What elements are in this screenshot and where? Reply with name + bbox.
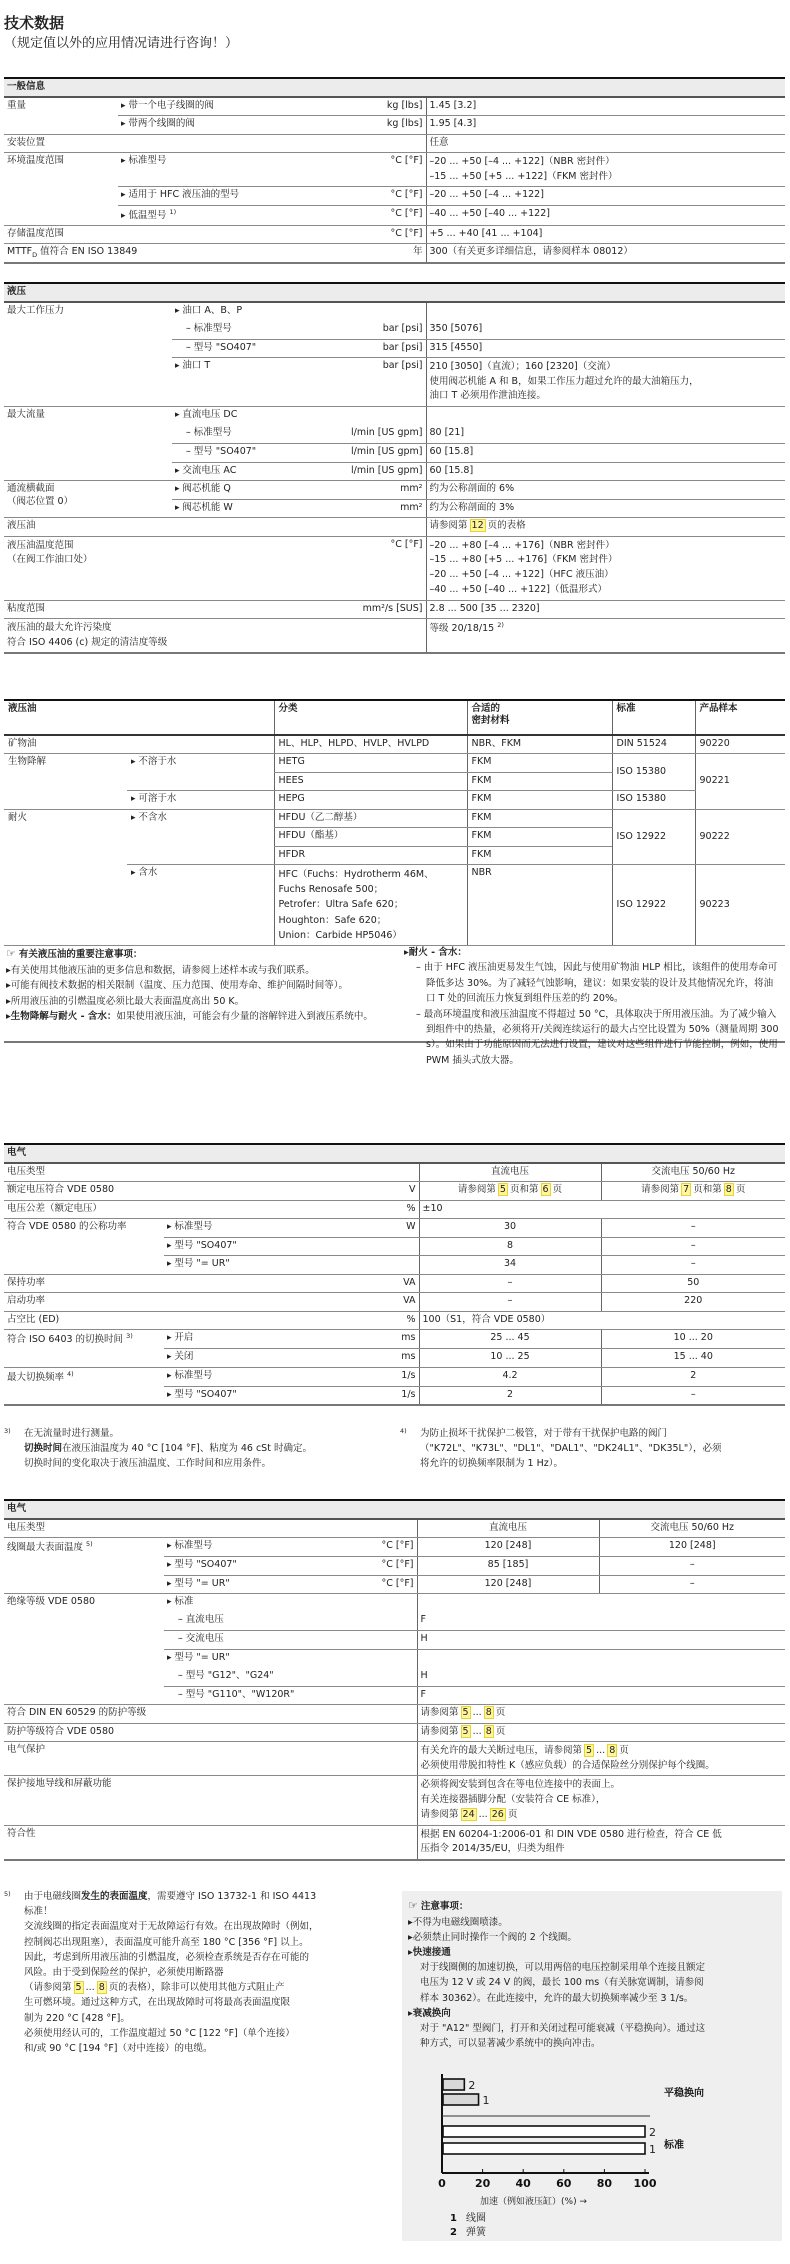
notice-box bbox=[402, 1891, 782, 2241]
note-item: ▸ 所用液压油的引燃温度必须比最大表面温度高出 50 K。 bbox=[6, 994, 378, 1009]
note-subtitle: ▸ 耐火 - 含水： bbox=[404, 945, 782, 960]
bar bbox=[443, 2094, 479, 2105]
column-header: 产品样本 bbox=[695, 700, 785, 735]
page-link[interactable]: 26 bbox=[491, 1808, 504, 1820]
bar-label: 2 bbox=[649, 2126, 656, 2139]
value: 2.8 ... 500 [35 ... 2320] bbox=[426, 600, 785, 619]
page-subtitle: （规定值以外的应用情况请进行咨询！） bbox=[4, 36, 239, 51]
bar-label: 2 bbox=[468, 2079, 476, 2092]
bar-label: 1 bbox=[649, 2143, 656, 2156]
page-link[interactable]: 12 bbox=[471, 520, 484, 532]
value: –20 ... +50 [–4 ... +122] bbox=[426, 187, 785, 206]
unit: bar [psi] bbox=[270, 358, 426, 407]
table-row: 生物降解 ▸ 不溶于水 HETG FKM ISO 15380 90221 bbox=[4, 754, 785, 773]
unit: kg [lbs] bbox=[280, 116, 426, 135]
bar-label: 1 bbox=[482, 2094, 490, 2107]
column-header: 分类 bbox=[274, 700, 467, 735]
table-row bbox=[4, 225, 785, 244]
table-row bbox=[4, 153, 785, 187]
unit: l/min [US gpm] bbox=[270, 444, 426, 463]
value: 任意 bbox=[426, 134, 785, 153]
note-item: – 最高环境温度和液压油温度不得超过 50 °C，具体取决于所用液压油。为了减少输入到组件中的热量，必须将开/关阀连续运行的最大占空比设置为 50%（测量周期 300 s）。如果由于功能原因而无法进行设置，建议对这些组件进行节能控制，例如，使用 PWM 插头式放大器。 bbox=[416, 1008, 779, 1066]
unit: mm²/s [SUS] bbox=[270, 600, 426, 619]
row-sublabel: ▸ 油口 A、B、P bbox=[172, 302, 426, 321]
notice-text: 对于 "A12" 型阀门，打开和关闭过程可能衰减（平稳换向）。通过这 种方式，可以显著减少系统中的换向冲击。 bbox=[420, 2022, 706, 2050]
section-header: 电气 bbox=[4, 1144, 785, 1163]
column-header: 合适的 密封材料 bbox=[467, 700, 612, 735]
value: 1.45 [3.2] bbox=[426, 97, 785, 116]
table-row bbox=[4, 97, 785, 116]
table-row: ▸ 可溶于水 HEPG FKM ISO 15380 bbox=[4, 791, 785, 810]
section-header: 液压 bbox=[4, 283, 785, 302]
footnote-3: 3) 在无流量时进行测量。 切换时间在液压油温度为 40 °C [104 °F]、粘度为 46 cSt 时确定。 切换时间的变化取决于液压油温度、工作时间和应用条件。 bbox=[4, 1427, 312, 1470]
unit: °C [°F] bbox=[280, 205, 426, 225]
x-tick-label: 0 bbox=[438, 2177, 446, 2190]
note-item: ▸ 生物降解与耐火 - 含水：如果使用液压油，可能会有少量的溶解锌进入到液压系统中。 bbox=[6, 1009, 378, 1024]
row-label: 最大流量 bbox=[7, 409, 46, 421]
column-header: 标准 bbox=[612, 700, 695, 735]
row-sublabel: ▸ 阀芯机能 Q bbox=[172, 481, 270, 500]
value: –40 ... +50 [–40 ... +122] bbox=[426, 205, 785, 225]
x-tick-label: 80 bbox=[596, 2177, 613, 2190]
group-label: 标准 bbox=[664, 2140, 684, 2151]
value: 315 [4550] bbox=[426, 339, 785, 358]
row-sublabel: ▸ 直流电压 DC bbox=[172, 407, 426, 426]
row-sublabel: – 型号 "SO407" bbox=[172, 444, 270, 463]
electric-table-1: 电气 电压类型 直流电压 交流电压 50/60 Hz 额定电压符合 VDE 0580 V 请参阅第 5 页和第 6 页 请参阅第 7 页和第 8 页 电压公差（额定电压） % ±10 符合 VDE 0580 的公称功率 ▸ 标准型号 W 30 – ▸ 型号 "SO407" 8 – ▸ 型号 "= UR" 34 – 保持功率 VA – 50 启动功率 VA – 220 占空比 (ED) % 100（S1，符合 VDE 0580） 符合 ISO 6403 的切换时间 $^{3)}$ ▸ 开启 ms 25 ... 45 10 ... 20 ▸ 关闭 ms 10 ... 25 15 ... 40 最大切换频率 $^{4)}$ ▸ 标准型号 1/s 4.2 2 ▸ 型号 "SO407" 1/s 2 – bbox=[4, 1143, 785, 1406]
row-sublabel: ▸ 油口 T bbox=[172, 358, 270, 407]
page-link[interactable]: 5 bbox=[499, 1184, 506, 1195]
page-link[interactable]: 8 bbox=[609, 1745, 616, 1756]
unit: 年 bbox=[280, 244, 426, 263]
row-sublabel: – 标准型号 bbox=[172, 321, 270, 340]
legend-key: 2 bbox=[450, 2227, 457, 2236]
pointing-hand-icon: ☞ bbox=[6, 947, 16, 960]
page-title: 技术数据 bbox=[4, 14, 65, 32]
unit: kg [lbs] bbox=[280, 97, 426, 116]
unit: °C [°F] bbox=[280, 225, 426, 244]
x-tick-label: 40 bbox=[515, 2177, 531, 2190]
legend-key: 1 bbox=[450, 2213, 457, 2224]
table-row bbox=[4, 205, 785, 225]
value: 210 [3050]（直流）；160 [2320]（交流） 使用阀芯机能 A 和 B，如果工作压力超过允许的最大油箱压力， 油口 T 必须用作泄油连接。 bbox=[426, 358, 785, 407]
row-sublabel: ▸ 阀芯机能 W bbox=[172, 499, 270, 518]
row-label: 存储温度范围 bbox=[4, 225, 280, 244]
value: –20 ... +50 [–4 ... +122]（NBR 密封件） –15 ... +50 [+5 ... +122]（FKM 密封件） bbox=[426, 153, 785, 187]
group-label: 平稳换向 bbox=[664, 2088, 704, 2099]
electric-table-2: 电气 电压类型 直流电压 交流电压 50/60 Hz 线圈最大表面温度 $^{5)}$ ▸ 标准型号 °C [°F] 120 [248] 120 [248] ▸ 型号 "SO407" °C [°F] 85 [185] – ▸ 型号 "= UR" °C [°F] 120 [248] – 绝缘等级 VDE 0580 ▸ 标准 – 直流电压 F – 交流电压 H ▸ 型号 "= UR" – 型号 "G12"、"G24" H – 型号 "G110"、"W120R" F 符合 DIN EN 60529 的防护等级 请参阅第 5 ... 8 页 防护等级符合 VDE 0580 请参阅第 5 ... 8 页 电气保护 有关允许的最大关断过电压，请参阅第 5 ... 8 页 必须使用带脱扣特性 K（感应负载）的合适保险丝分别保护每个线圈。 保护接地导线和屏蔽功能 必须将阀安装到包含在等电位连接中的表面上。 有关连接器插脚分配（安装符合 CE 标准）， 请参阅第 24 ... 26 页 符合性 根据 EN 60204-1:2006-01 和 DIN VDE 0580 进行检查，符合 CE 低 压指令 2014/35/EU，归类为组件 bbox=[4, 1499, 785, 1861]
acceleration-chart bbox=[402, 2066, 782, 2236]
legend-text: 线圈 bbox=[466, 2213, 486, 2224]
value: 请参阅第 12 页的表格 bbox=[426, 518, 785, 537]
row-sublabel: ▸ 低温型号 $^{1)}$ bbox=[118, 205, 280, 225]
value: 约为公称剖面的 6% bbox=[426, 481, 785, 500]
row-sublabel: ▸ 标准型号 bbox=[118, 153, 280, 187]
row-sublabel: ▸ 带两个线圈的阀 bbox=[118, 116, 280, 135]
general-table bbox=[4, 77, 785, 264]
page-link[interactable]: 8 bbox=[485, 1707, 492, 1718]
section-header: 电气 bbox=[4, 1500, 785, 1519]
note-item: – 由于 HFC 液压油更易发生气蚀，因此与使用矿物油 HLP 相比，该组件的使用寿命可降低多达 30%。为了减轻气蚀影响，建议：如果安装的设计及其他情况允许，将油口 T 处的回流压力恢复到组件压差的约 20%。 bbox=[416, 962, 778, 1005]
notice-item-title: ▸ 衰减换向 bbox=[408, 2006, 776, 2021]
table-row: HEES FKM bbox=[4, 772, 785, 791]
row-sublabel: – 型号 "SO407" bbox=[172, 339, 270, 358]
value: 约为公称剖面的 3% bbox=[426, 499, 785, 518]
section-header: 一般信息 bbox=[4, 78, 785, 97]
row-sublabel: ▸ 适用于 HFC 液压油的型号 bbox=[118, 187, 280, 206]
footnote-5: 5) 由于电磁线圈发生的表面温度，需要遵守 ISO 13732-1 和 ISO 4413 标准！ 交流线圈的指定表面温度对于无故障运行有效。在出现故障时（例如， 控制阀芯出现阻塞），表面温度可能升高至 180 °C [356 °F] 以上。 因此，考虑到所用液压油的引燃温度，必须检查系统是否存在可能的 风险。由于受到保险丝的保护，必须使用断路器 （请参阅第 5 ... 8 页的表格），除非可以使用其他方式阻止产 生可燃环境。通过这种方式，在出现故障时可将最高表面温度限 制为 220 °C [428 °F]。 必须使用经认可的，工作温度超过 50 °C [122 °F]（单个连接） 和/或 90 °C [194 °F]（对中连接）的电缆。 bbox=[4, 1890, 319, 2054]
value: 300（有关更多详细信息，请参阅样本 08012） bbox=[426, 244, 785, 263]
table-row: 耐火 ▸ 不含水 HFDU（乙二醇基） FKM ISO 12922 90222 bbox=[4, 809, 785, 828]
row-label: 液压油 bbox=[4, 518, 270, 537]
unit: °C [°F] bbox=[280, 153, 426, 187]
value: 等级 20/18/15 $^{2)}$ bbox=[426, 619, 785, 654]
x-tick-label: 100 bbox=[633, 2177, 657, 2190]
row-label: 重量 bbox=[7, 100, 27, 111]
pointing-hand-icon: ☞ bbox=[408, 1899, 418, 1912]
page-link[interactable]: 8 bbox=[98, 1982, 105, 1994]
chart-svg bbox=[402, 2066, 782, 2236]
row-sublabel: ▸ 带一个电子线圈的阀 bbox=[118, 97, 280, 116]
row-label: 粘度范围 bbox=[4, 600, 270, 619]
bar bbox=[443, 2126, 645, 2137]
note-item: ▸ 有关使用其他液压油的更多信息和数据，请参阅上述样本或与我们联系。 bbox=[6, 963, 378, 978]
notice-item-title: ▸ 快速接通 bbox=[408, 1945, 776, 1960]
notice-item: ▸ 必须禁止同时操作一个阀的 2 个线圈。 bbox=[408, 1930, 776, 1945]
page-link[interactable]: 8 bbox=[485, 1725, 492, 1737]
row-label: 最大工作压力 bbox=[7, 305, 65, 316]
table-row: HFDU（酯基） FKM bbox=[4, 828, 785, 847]
bar bbox=[443, 2143, 645, 2154]
table-row: ▸ 含水 HFC（Fuchs：Hydrotherm 46M、 Fuchs Renosafe 500； Petrofer：Ultra Safe 620； Houghton：Safe 620； Union：Carbide HP5046） NBR ISO 12922 90223 bbox=[4, 865, 785, 946]
page-link[interactable]: 5 bbox=[75, 1982, 82, 1994]
value: 80 [21] bbox=[426, 425, 785, 444]
page-link[interactable]: 24 bbox=[462, 1808, 475, 1820]
notice-title: ☞ 注意事项： bbox=[408, 1897, 776, 1915]
hydraulic-table bbox=[4, 282, 785, 654]
row-label: 通流横截面 （阀芯位置 0） bbox=[4, 481, 172, 518]
unit: °C [°F] bbox=[270, 536, 426, 600]
value: +5 ... +40 [41 ... +104] bbox=[426, 225, 785, 244]
notes-title: ☞ 有关液压油的重要注意事项： bbox=[6, 945, 378, 963]
value: –20 ... +80 [–4 ... +176]（NBR 密封件） –15 ... +80 [+5 ... +176]（FKM 密封件） –20 ... +50 [–4 ... +122]（HFC 液压油） –40 ... +50 [–40 ... +122]（低温形式） bbox=[426, 536, 785, 600]
unit: bar [psi] bbox=[270, 321, 426, 340]
page-link[interactable]: 5 bbox=[586, 1745, 593, 1756]
unit: l/min [US gpm] bbox=[270, 425, 426, 444]
value: 1.95 [4.3] bbox=[426, 116, 785, 135]
page-link[interactable]: 6 bbox=[542, 1184, 549, 1195]
footnote-4: 4) 为防止损坏干扰保护二极管，对于带有干扰保护电路的阀门 （"K72L"、"K73L"、"DL1"、"DAL1"、"DK24L1"、"DK35L"），必须 将允许的切换频率限制为 1 Hz）。 bbox=[400, 1427, 722, 1470]
row-label: 液压油的最大允许污染度 符合 ISO 4406 (c) 规定的清洁度等级 bbox=[4, 619, 270, 654]
value: 60 [15.8] bbox=[426, 462, 785, 481]
legend-text: 弹簧 bbox=[466, 2227, 486, 2236]
unit: mm² bbox=[270, 499, 426, 518]
page-link[interactable]: 5 bbox=[462, 1707, 469, 1718]
table-row bbox=[4, 187, 785, 206]
unit: °C [°F] bbox=[280, 187, 426, 206]
row-label: 安装位置 bbox=[4, 134, 280, 153]
value: 350 [5076] bbox=[426, 321, 785, 340]
x-tick-label: 60 bbox=[556, 2177, 572, 2190]
unit: l/min [US gpm] bbox=[270, 462, 426, 481]
table-row: HFDR FKM bbox=[4, 846, 785, 865]
x-axis-label: 加速（例如液压缸）(%) → bbox=[480, 2197, 587, 2207]
notice-text: 对于线圈侧的加速切换，可以用两倍的电压控制采用单个连接且额定 电压为 12 V 或 24 V 的阀，最长 100 ms（有关脉宽调制，请参阅 样本 30362）。在此连接中，允许的最大切换频率减少至 3 1/s。 bbox=[420, 1962, 706, 2004]
row-sublabel: ▸ 交流电压 AC bbox=[172, 462, 270, 481]
fluid-notes bbox=[4, 945, 785, 1066]
column-header: 液压油 bbox=[4, 700, 274, 735]
note-item: ▸ 可能有阀技术数据的相关限制（温度、压力范围、使用寿命、维护间隔时间等）。 bbox=[6, 978, 378, 993]
page-link[interactable]: 5 bbox=[462, 1725, 469, 1737]
table-row bbox=[4, 244, 785, 263]
page-link[interactable]: 8 bbox=[725, 1184, 732, 1195]
row-label: $MTTF_D$ 值符合 EN ISO 13849 bbox=[4, 244, 280, 263]
row-label: 液压油温度范围 （在阀工作油口处） bbox=[4, 536, 270, 600]
value: 60 [15.8] bbox=[426, 444, 785, 463]
bar bbox=[443, 2079, 464, 2090]
table-row bbox=[4, 116, 785, 135]
unit: mm² bbox=[270, 481, 426, 500]
unit: bar [psi] bbox=[270, 339, 426, 358]
x-tick-label: 20 bbox=[474, 2177, 491, 2190]
notice-item: ▸ 不得为电磁线圈喷漆。 bbox=[408, 1915, 776, 1930]
table-row: 矿物油 HL、HLP、HLPD、HVLP、HVLPD NBR、FKM DIN 51524 90220 bbox=[4, 735, 785, 754]
row-sublabel: – 标准型号 bbox=[172, 425, 270, 444]
page-link[interactable]: 7 bbox=[683, 1184, 690, 1195]
row-label: 环境温度范围 bbox=[7, 155, 65, 166]
fluid-table bbox=[4, 699, 785, 946]
table-row bbox=[4, 134, 785, 153]
